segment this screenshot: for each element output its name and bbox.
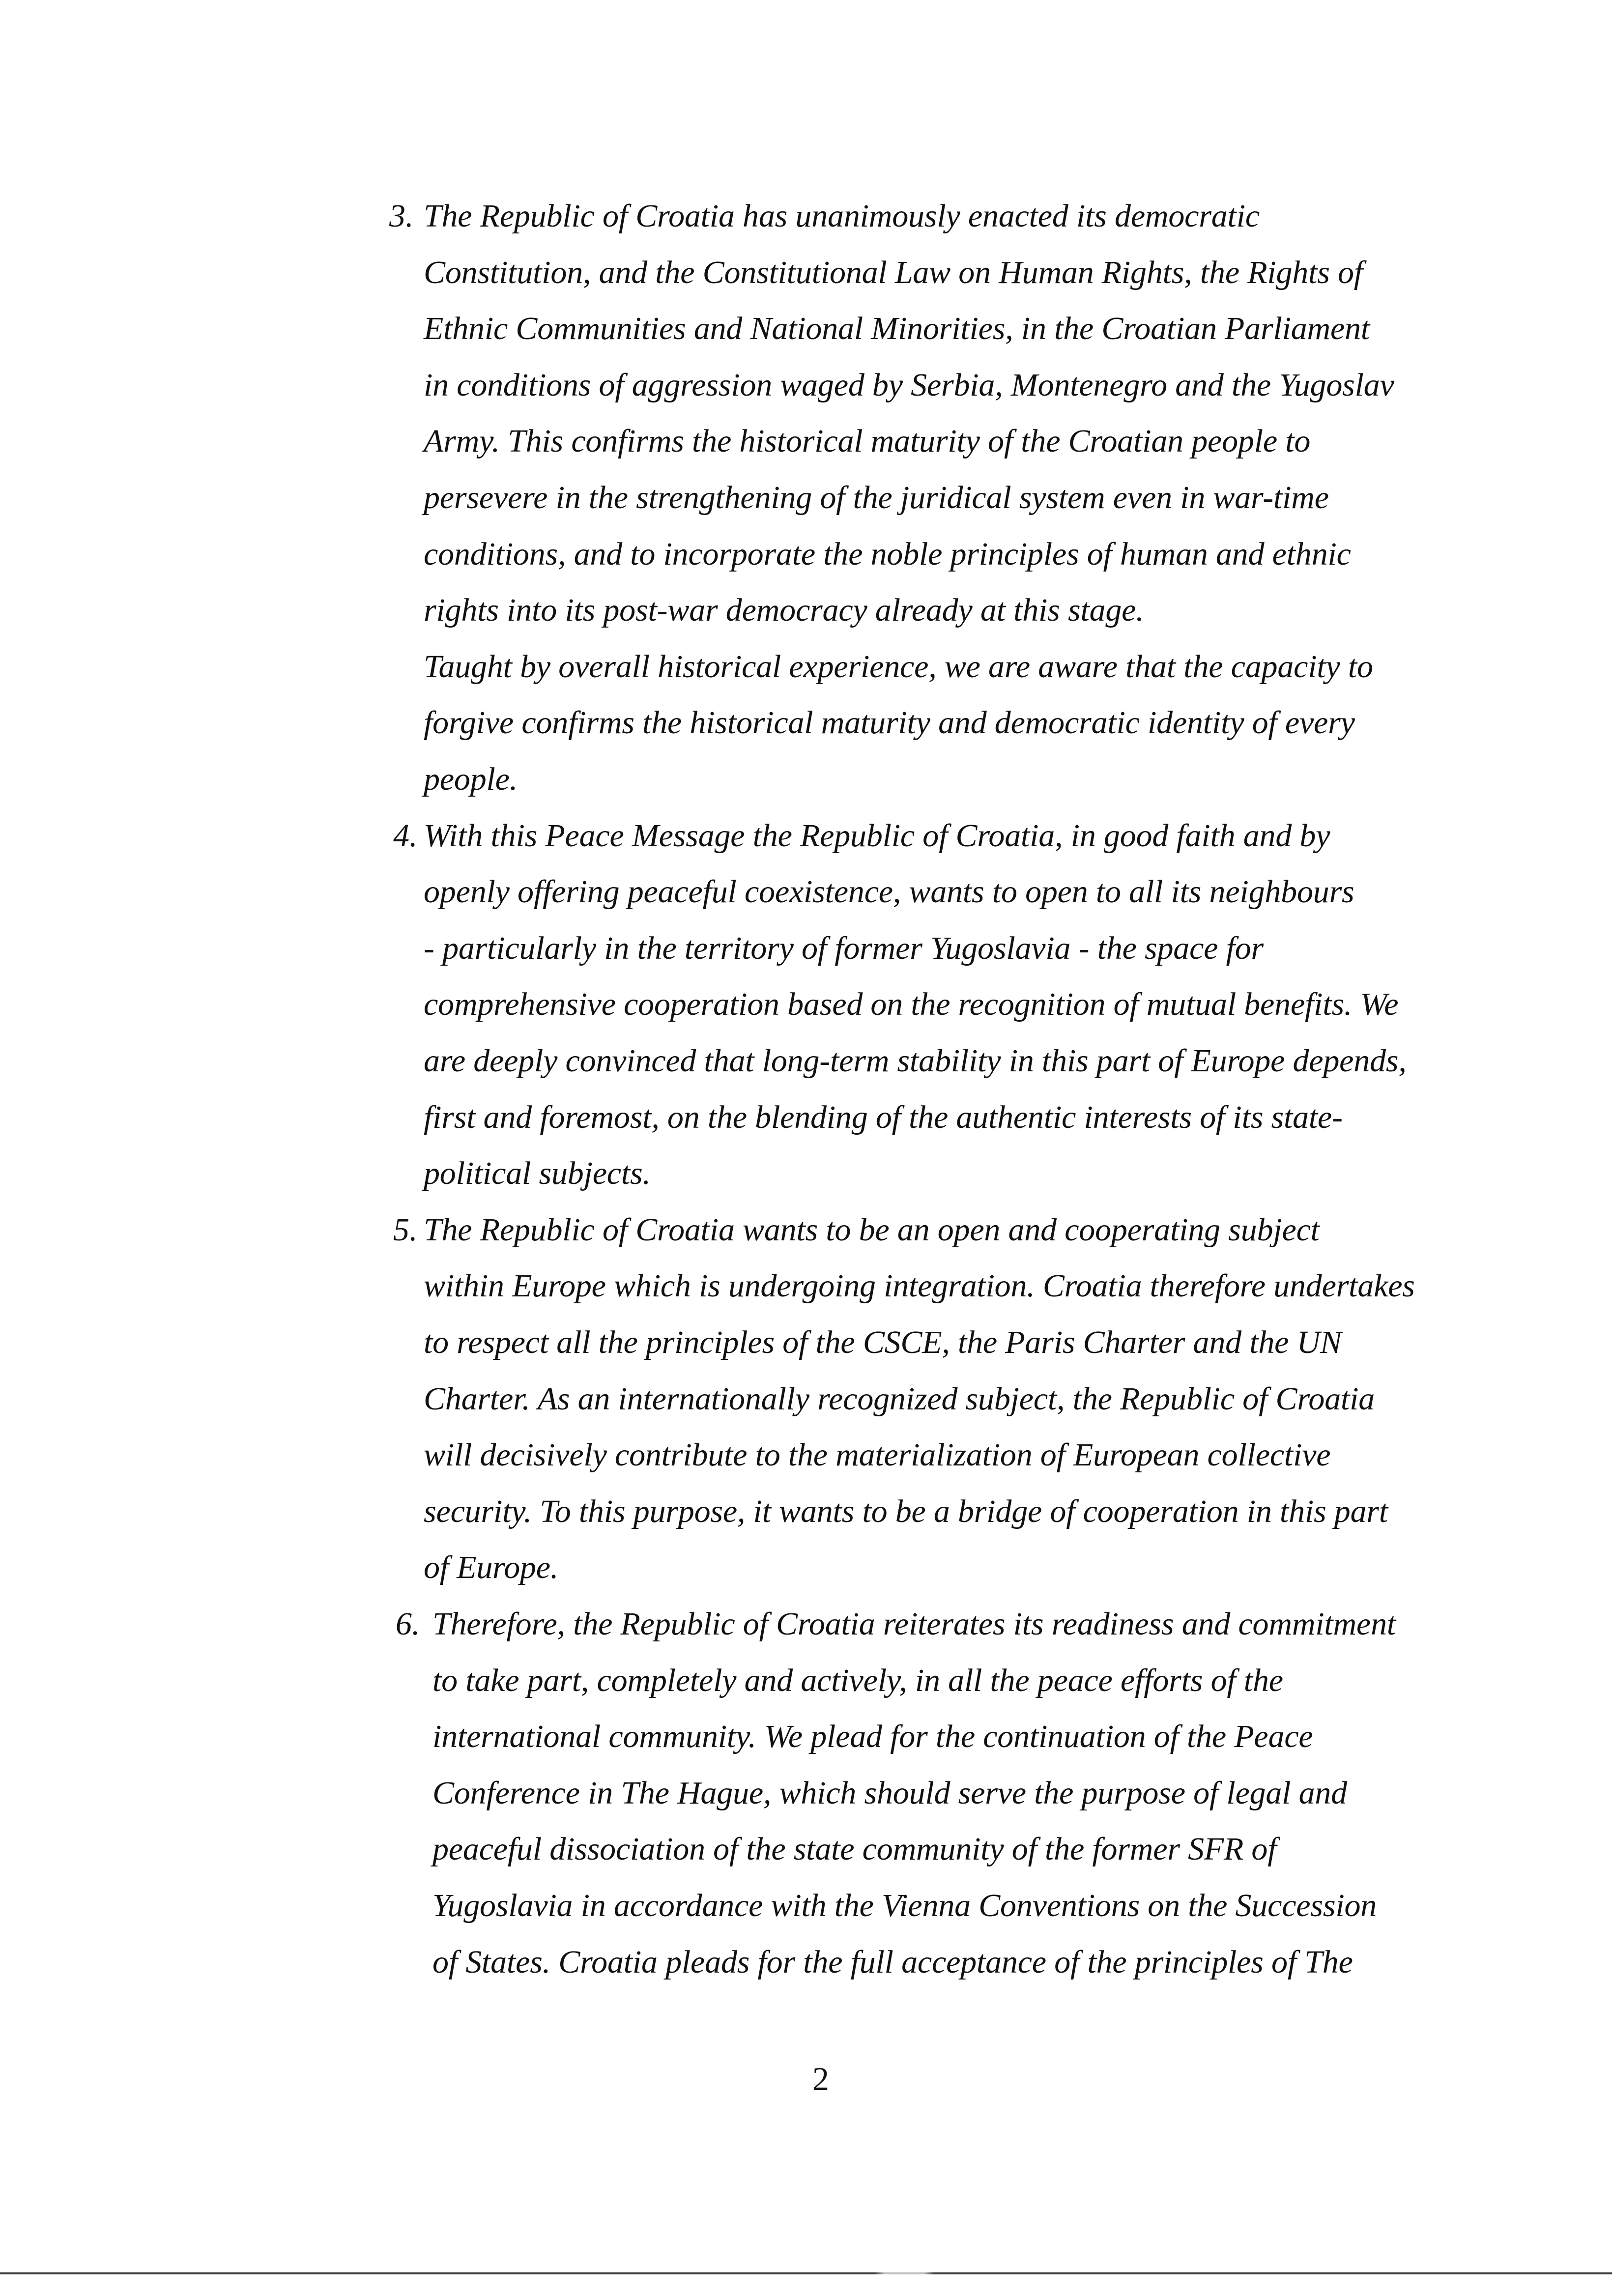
text-line: people.: [424, 761, 518, 797]
text-line: Charter. As an internationally recognized subject, the Republic of Croatia: [424, 1380, 1375, 1417]
text-line: Ethnic Communities and National Minorities, in the Croatian Parliament: [424, 311, 1370, 347]
text-line: With this Peace Message the Republic of Croatia, in good faith and by: [424, 817, 1330, 854]
text-line: security. To this purpose, it wants to be a bridge of cooperation in this part: [424, 1493, 1388, 1529]
text-line: in conditions of aggression waged by Serbia, Montenegro and the Yugoslav: [424, 367, 1394, 403]
text-line: openly offering peaceful coexistence, wants to open to all its neighbours: [424, 874, 1354, 910]
text-line: international community. We plead for the continuation of the Peace: [432, 1719, 1313, 1755]
text-line: comprehensive cooperation based on the recognition of mutual benefits. We: [424, 986, 1399, 1023]
text-line: conditions, and to incorporate the noble principles of human and ethnic: [424, 536, 1351, 572]
text-line: Taught by overall historical experience, we are aware that the capacity to: [424, 648, 1373, 685]
text-line: will decisively contribute to the materialization of European collective: [424, 1437, 1331, 1473]
text-line: - particularly in the territory of former Yugoslavia - the space for: [424, 930, 1264, 966]
text-line: Army. This confirms the historical maturity of the Croatian people to: [424, 423, 1311, 459]
text-line: within Europe which is undergoing integration. Croatia therefore undertakes: [424, 1268, 1415, 1304]
text-line: first and foremost, on the blending of the authentic interests of its state-: [424, 1099, 1343, 1135]
text-line: Conference in The Hague, which should serve the purpose of legal and: [432, 1775, 1347, 1811]
text-line: The Republic of Croatia has unanimously enacted its democratic: [424, 198, 1260, 234]
text-line: Therefore, the Republic of Croatia reiterates its readiness and commitment: [432, 1606, 1396, 1642]
text-line: persevere in the strengthening of the juridical system even in war-time: [424, 480, 1329, 516]
text-line: peaceful dissociation of the state community of the former SFR of: [432, 1831, 1277, 1867]
text-line: The Republic of Croatia wants to be an open and cooperating subject: [424, 1211, 1320, 1248]
text-line: rights into its post-war democracy already at this stage.: [424, 592, 1144, 629]
paragraph-number: 5.: [393, 1211, 418, 1248]
paragraph-number: 4.: [393, 817, 418, 854]
text-line: Constitution, and the Constitutional Law on Human Rights, the Rights of: [424, 254, 1363, 290]
paragraph-number: 6.: [396, 1606, 420, 1642]
text-line: to respect all the principles of the CSCE, the Paris Charter and the UN: [424, 1324, 1342, 1360]
text-line: are deeply convinced that long-term stability in this part of Europe depends,: [424, 1043, 1407, 1079]
paragraph-number: 3.: [389, 198, 414, 234]
text-line: Yugoslavia in accordance with the Vienna Conventions on the Succession: [432, 1888, 1377, 1923]
text-line: to take part, completely and actively, in all the peace efforts of the: [432, 1662, 1283, 1698]
text-line: forgive confirms the historical maturity and democratic identity of every: [424, 705, 1355, 741]
footer-rule: [0, 2272, 1612, 2274]
text-line: of Europe.: [424, 1550, 559, 1586]
page-number: 2: [812, 2060, 829, 2097]
text-line: political subjects.: [424, 1155, 651, 1192]
text-line: of States. Croatia pleads for the full acceptance of the principles of The: [432, 1944, 1353, 1980]
